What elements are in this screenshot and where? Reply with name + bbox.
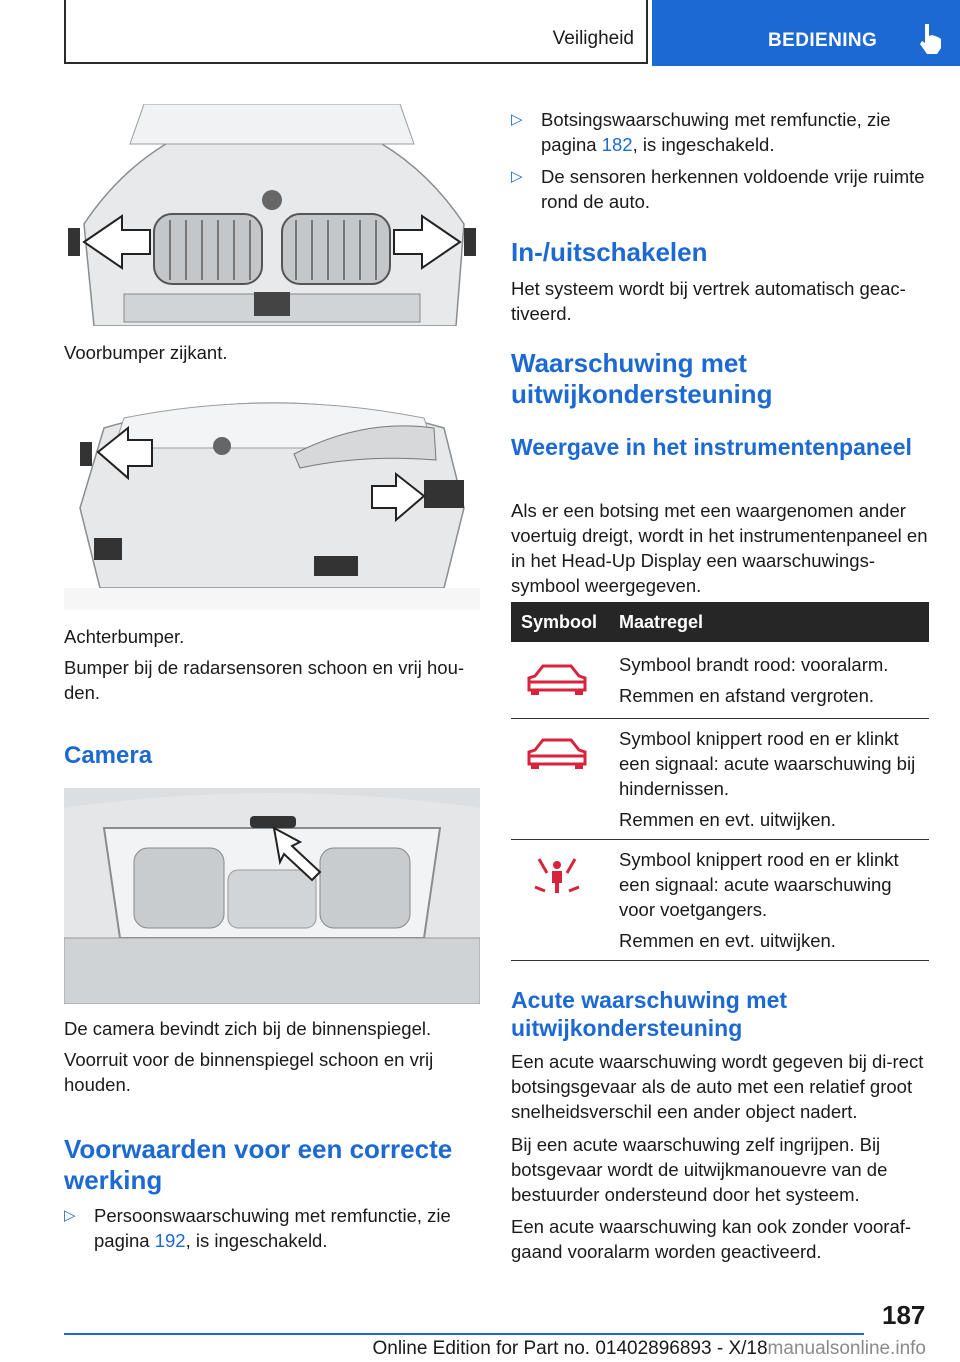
bullet-1-text-end: , is ingeschakeld. — [185, 1230, 328, 1251]
table-col-action: Maatregel — [619, 612, 704, 632]
table-row — [511, 839, 929, 961]
heading-instrument-display: Weergave in het instrumentenpaneel — [511, 434, 912, 460]
rear-bumper-instruction: Bumper bij de radarsensoren schoon en vrij hou-den. — [64, 657, 465, 703]
footer-divider — [64, 1333, 864, 1335]
table-cell-line: Remmen en evt. uitwijken. — [619, 930, 836, 951]
heading-conditions: Voorwaarden voor een correcte werking — [64, 1134, 453, 1195]
table-cell-line: Remmen en afstand vergroten. — [619, 685, 875, 706]
caption-rear-bumper: Achterbumper. — [64, 626, 185, 647]
page-link-192[interactable]: 192 — [154, 1230, 186, 1251]
footer-edition-text: Online Edition for Part no. 01402896893 - X/18 — [372, 1338, 768, 1359]
instrument-display-text: Als er een botsing met een waargenomen ander voertuig dreigt, wordt in het instrumentenpaneel en in het Head-Up Display een waarschuwings-symbool weergegeven. — [511, 500, 928, 596]
acute-warning-text-1: Een acute waarschuwing wordt gegeven bij di-rect botsingsgevaar als de auto met een relatief groot snelheidsverschil een ander object nadert. — [511, 1051, 924, 1122]
front-bumper-illustration — [64, 104, 480, 326]
bullet-triangle-icon: ▷ — [64, 1207, 76, 1224]
table-cell-line: Symbool knippert rood en er klinkt een signaal: acute waarschuwing bij hindernissen. — [619, 728, 916, 799]
bullet-2-text-end: , is ingeschakeld. — [632, 134, 775, 155]
bullet-triangle-icon: ▷ — [511, 111, 523, 128]
header-section-title: Veiligheid — [552, 28, 634, 49]
table-row — [511, 642, 929, 719]
acute-warning-text-3: Een acute waarschuwing kan ook zonder vooraf-gaand vooralarm worden geactiveerd. — [511, 1216, 912, 1262]
page-link-182[interactable]: 182 — [601, 134, 633, 155]
header-chapter-tab[interactable] — [652, 0, 960, 66]
bullet-triangle-icon: ▷ — [511, 168, 523, 185]
car-warning-icon — [521, 734, 593, 774]
table-cell-line: Remmen en evt. uitwijken. — [619, 809, 836, 830]
on-off-text: Het systeem wordt bij vertrek automatisch geac-tiveerd. — [511, 278, 906, 324]
pedestrian-warning-icon — [521, 855, 593, 895]
header-chapter-title: BEDIENING — [768, 30, 878, 51]
heading-warning-evasion: Waarschuwing met uitwijkondersteuning — [511, 348, 773, 409]
table-col-symbol: Symbool — [521, 612, 598, 632]
heading-acute-warning: Acute waarschuwing met uitwijkondersteuning — [511, 987, 788, 1041]
footer-watermark: manualsonline.info — [767, 1338, 926, 1359]
car-warning-icon — [521, 660, 593, 700]
table-cell-line: Symbool brandt rood: vooralarm. — [619, 654, 889, 675]
footer-edition — [64, 1338, 926, 1360]
table-header — [511, 602, 929, 642]
bullet-3-text: De sensoren herkennen voldoende vrije ruimte rond de auto. — [541, 166, 925, 212]
caption-camera: De camera bevindt zich bij de binnenspiegel. — [64, 1018, 432, 1039]
table-row — [511, 718, 929, 840]
rear-bumper-illustration — [64, 388, 480, 610]
symbol-table — [511, 602, 929, 962]
page-number: 187 — [882, 1300, 926, 1330]
acute-warning-text-2: Bij een acute waarschuwing zelf ingrijpen. Bij botsgevaar wordt de uitwijkmanouevre van de bestuurder ondersteund door het systeem. — [511, 1134, 888, 1205]
heading-camera: Camera — [64, 742, 153, 769]
caption-front-bumper: Voorbumper zijkant. — [64, 342, 228, 363]
camera-instruction: Voorruit voor de binnenspiegel schoon en vrij houden. — [64, 1049, 434, 1095]
header-section-box — [64, 0, 648, 64]
bullet-1-text: Persoonswaarschuwing met remfunctie, zie pagina — [94, 1205, 451, 1251]
pointing-hand-icon — [916, 22, 946, 56]
heading-on-off: In-/uitschakelen — [511, 237, 708, 267]
camera-illustration — [64, 788, 480, 1004]
bullet-2-text: Botsingswaarschuwing met remfunctie, zie pagina — [541, 109, 891, 155]
table-cell-line: Symbool knippert rood en er klinkt een signaal: acute waarschuwing voor voetgangers. — [619, 849, 899, 920]
